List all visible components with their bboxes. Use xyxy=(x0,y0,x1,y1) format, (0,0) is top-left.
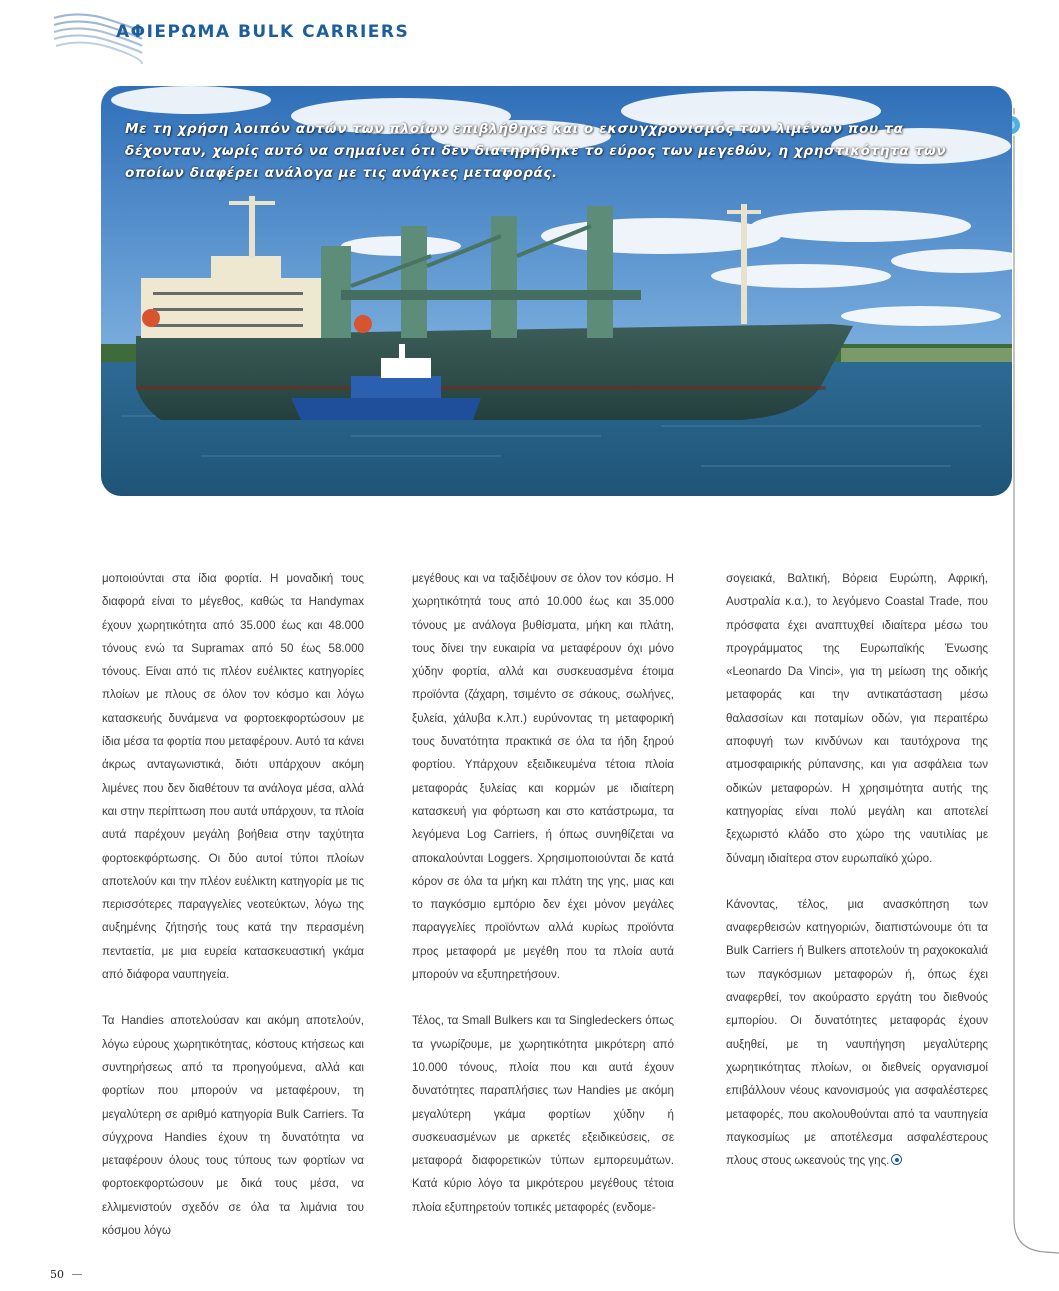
text-column-3 xyxy=(726,567,988,1195)
page-number: 50 xyxy=(50,1268,64,1281)
section-title: ΑΦΙΕΡΩΜΑ BULK CARRIERS xyxy=(116,22,410,42)
paragraph: μοποιούνται στα ίδια φορτία. Η μοναδική τους διαφορά είναι το μέγεθος, καθώς τα Handymax έχουν χωρητικότητα από 35.000 έως και 48.000 τόνους ενώ τα Supramax από 50 έως 58.000 τόνους. Είναι από τις πλέον ευέλικτες κατηγορίες πλοίων με πλους σε όλον τον κόσμο και λόγω κατασκευής δυνάμενα να φορτοεκφορτώσουν με ίδια μέσα τα φορτία που μεταφέρουν. Αυτό τα κάνει άκρως ανταγωνιστικά, διότι υπάρχουν ακόμη λιμένες που δεν διαθέτουν τα ανάλογα μέσα, αλλά και στην περίπτωση που αυτά υπάρχουν, τα πλοία αυτά παρέχουν μεγάλη βοήθεια στην ταχύτητα φορτοεκφόρτωσης. Οι δύο αυτοί τύποι πλοίων αποτελούν και την πλέον ευέλικτη κατηγορία με τις περισσότερες παραγγελίες νεοτεύκτων, λόγω της αυξημένης ζήτησής τους κατά την περασμένη πενταετία, με μια ευρεία κατασκευαστική γκάμα από διάφορα ναυπηγεία. xyxy=(102,572,364,982)
page-header xyxy=(0,0,1059,90)
paragraph-text: Κάνοντας, τέλος, μια ανασκόπηση των αναφερθεισών κατηγοριών, διαπιστώνουμε ότι τα Bulk Carriers ή Bulkers αποτελούν τη ραχοκοκαλιά των παγκόσμιων μεταφορών ή, όπως έχει αναφερθεί, τον ακούραστο εργάτη του διεθνούς εμπορίου. Οι δυνατότητες μεταφοράς έχουν αυξηθεί, με τη ναυπήγηση μεγαλύτερης χωρητικότητας πλοίων, οι διεθνείς οργανισμοί επιβάλλουν νέους κανονισμούς για ασφαλέστερες μεταφορές, που ακολουθούνται από τα ναυπηγεία παγκοσμίως με αποτέλεσμα ασφαλέστερους πλους στους ωκεανούς της γης. xyxy=(726,897,988,1168)
hero-photo xyxy=(101,86,1012,496)
text-column-1 xyxy=(102,567,364,1265)
paragraph-final xyxy=(726,893,988,1173)
photo-caption: Με τη χρήση λοιπόν αυτών των πλοίων επιβλήθηκε και ο εκσυγχρονισμός των λιμένων που τα δέχονταν, χωρίς αυτό να σημαίνει ότι δεν διατηρήθηκε το εύρος των μεγεθών, η χρηστικότητα των οποίων διαφέρει ανάλογα με τις ανάγκες μεταφοράς. xyxy=(125,121,947,181)
paragraph: μεγέθους και να ταξιδέψουν σε όλον τον κόσμο. Η χωρητικότητά τους από 10.000 έως και 35.000 τόνους με ανάλογα βυθίσματα, μήκη και πλάτη, τους δίνει την ευκαιρία να μεταφέρουν όχι μόνο χύδην φορτία, αλλά και συσκευασμένα έτοιμα προϊόντα (ζάχαρη, τσιμέντο σε σάκους, σωλήνες, ξυλεία, χάλυβα κ.λπ.) ευρύνοντας τη μεταφορική τους δυνατότητα πρακτικά σε όλα τα ήδη ξηρού φορτίου. Υπάρχουν εξειδικευμένα τέτοια πλοία μεταφοράς ξυλείας και κορμών με ιδιαίτερη κατασκευή για φόρτωση και στο κατάστρωμα, τα λεγόμενα Log Carriers, ή όπως συνηθίζεται να αποκαλούνται Loggers. Χρησιμοποιούνται δε κατά κόρον σε όλα τα μήκη και πλάτη της γης, μιας και το παγκόσμιο εμπόριο δεν έχει μόνον μεγάλες παραγγελίες προϊόντων αλλά κυρίως προϊόντα προς μεταφορά με μεγέθη που τα πλοία αυτά μπορούν να εξυπηρετήσουν. xyxy=(412,572,674,982)
footer-rule xyxy=(72,1274,82,1275)
paragraph: Τέλος, τα Small Bulkers και τα Singledeckers όπως τα γνωρίζουμε, με χωρητικότητα μικρότερη από 10.000 τόνους, πλοία που και αυτά έχουν δυνατότητες παραπλήσιες των Handies με ακόμη μεγαλύτερη γκάμα φορτίων χύδην ή συσκευασμένων με αρκετές εξειδικεύσεις, σε μεταφορά διαφορετικών τύπων εμπορευμάτων. Κατά κύριο λόγο τα μικρότερου μεγέθους τέτοια πλοία εξυπηρετούν τοπικές μεταφορές (ενδομε- xyxy=(412,1014,674,1214)
paragraph: Τα Handies αποτελούσαν και ακόμη αποτελούν, λόγω εύρους χωρητικότητας, κόστους κτήσεως και συντηρήσεως από τα προηγούμενα, αλλά και φορτίων που μπορούν να μεταφέρουν, τη μεγαλύτερη σε αριθμό κατηγορία Bulk Carriers. Τα σύγχρονα Handies έχουν τη δυνατότητα να μεταφέρουν όλους τους τύπους των φορτίων να φορτοεκφορτώσουν με δικά τους μέσα, να ελλιμενιστούν σχεδόν σε όλα τα λιμάνια του κόσμου λόγω xyxy=(102,1014,364,1238)
end-of-article-icon xyxy=(891,1154,902,1165)
paragraph: σογειακά, Βαλτική, Βόρεια Ευρώπη, Αφρική, Αυστραλία κ.α.), το λεγόμενο Coastal Trade, που πρόσφατα έχει αναπτυχθεί ιδιαίτερα μέσω του προγράμματος της Ευρωπαϊκής Ένωσης «Leonardo Da Vinci», για τη μείωση της οδικής μεταφοράς και την αντικατάσταση μέσω θαλασσίων και ποταμίων οδών, για περαιτέρω αποφυγή των κινδύνων και ταυτόχρονα της ατμοσφαιρικής ρύπανσης, και για ασφάλεια των οδικών μεταφορών. Η χρησιμότητα αυτής της κατηγορίας είναι πολύ μεγάλη και αποτελεί ξεχωριστό κλάδο στο χώρο της ναυτιλίας με δύναμη ιδιαίτερα στον ευρωπαϊκό χώρο. xyxy=(726,572,988,865)
text-column-2 xyxy=(412,567,674,1242)
